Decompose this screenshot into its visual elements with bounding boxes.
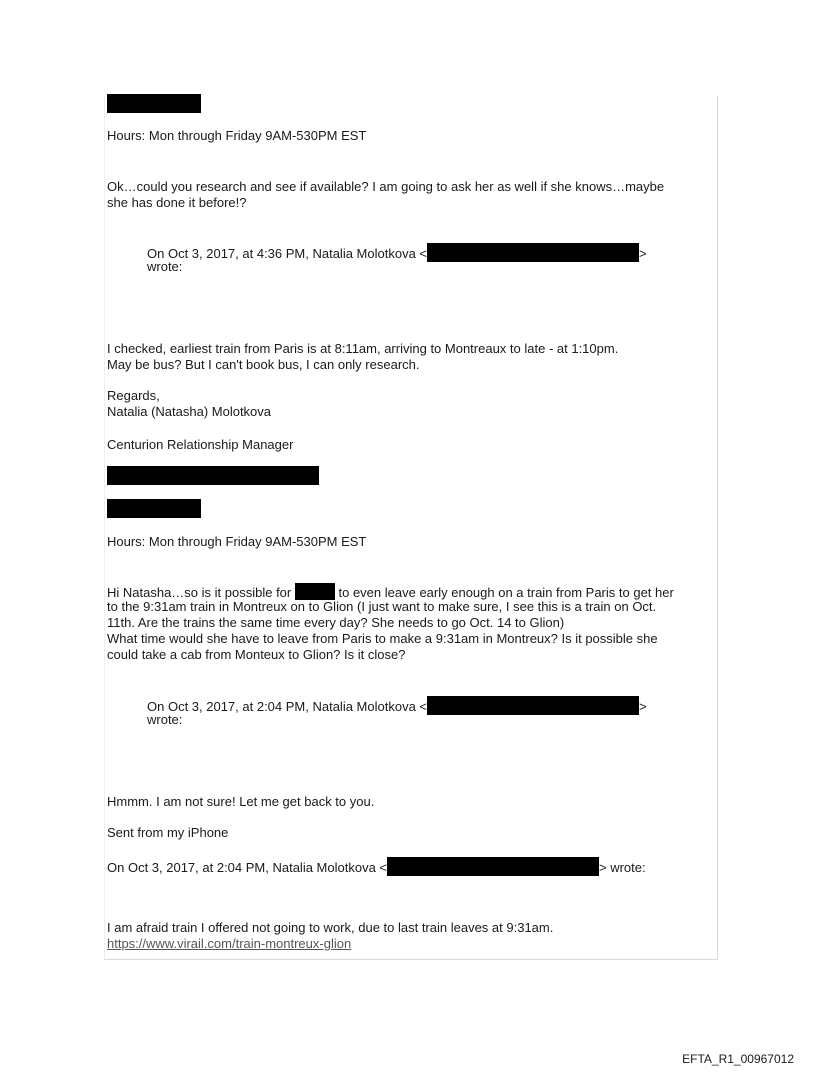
document-id: EFTA_R1_00967012: [682, 1052, 794, 1066]
redacted-email: [427, 243, 639, 262]
redaction-bar: [107, 466, 319, 485]
redaction-bar: [107, 499, 201, 518]
hours-text: Hours: Mon through Friday 9AM-530PM EST: [107, 534, 367, 549]
hours-text: Hours: Mon through Friday 9AM-530PM EST: [107, 128, 367, 143]
email-line-prefix: Hi Natasha…so is it possible for: [107, 585, 292, 600]
reply-line: May be bus? But I can't book bus, I can only research.: [107, 357, 420, 372]
redacted-email: [427, 696, 639, 715]
reply-line: Hmmm. I am not sure! Let me get back to you.: [107, 794, 375, 809]
quote-header: [147, 696, 647, 715]
reply-line: I checked, earliest train from Paris is at 8:11am, arriving to Montreaux to late - at 1:10pm.: [107, 341, 619, 356]
quote-header-prefix: On Oct 3, 2017, at 2:04 PM, Natalia Molotkova <: [107, 860, 388, 875]
train-link[interactable]: https://www.virail.com/train-montreux-glion: [107, 936, 352, 951]
sent-from: Sent from my iPhone: [107, 825, 229, 840]
redacted-email: [387, 857, 599, 876]
quote-wrote: wrote:: [147, 712, 183, 727]
email-line-suffix: to even leave early enough on a train from Paris to get her: [338, 585, 674, 600]
email-line: 11th. Are the trains the same time every day? She needs to go Oct. 14 to Glion): [107, 615, 565, 630]
email-line: could take a cab from Monteux to Glion? Is it close?: [107, 647, 406, 662]
quote-header: [147, 243, 647, 262]
signature-title: Centurion Relationship Manager: [107, 437, 294, 452]
email-line: Ok…could you research and see if available? I am going to ask her as well if she knows…maybe: [107, 179, 665, 194]
redaction-bar: [107, 94, 201, 113]
signature-regards: Regards,: [107, 388, 160, 403]
reply-line: I am afraid train I offered not going to work, due to last train leaves at 9:31am.: [107, 920, 554, 935]
quote-wrote: wrote:: [147, 259, 183, 274]
redacted-name: [295, 583, 335, 600]
email-line: What time would she have to leave from Paris to make a 9:31am in Montreux? Is it possible she: [107, 631, 658, 646]
email-line: she has done it before!?: [107, 195, 247, 210]
quote-header: [107, 857, 646, 876]
email-line: to the 9:31am train in Montreux on to Glion (I just want to make sure, I see this is a train on Oct.: [107, 599, 657, 614]
quote-header-prefix: On Oct 3, 2017, at 4:36 PM, Natalia Molotkova <: [147, 246, 428, 261]
signature-name: Natalia (Natasha) Molotkova: [107, 404, 272, 419]
quote-header-suffix: > wrote:: [599, 860, 646, 875]
quote-header-suffix: >: [639, 246, 647, 261]
quote-header-suffix: >: [639, 699, 647, 714]
quote-header-prefix: On Oct 3, 2017, at 2:04 PM, Natalia Molotkova <: [147, 699, 428, 714]
